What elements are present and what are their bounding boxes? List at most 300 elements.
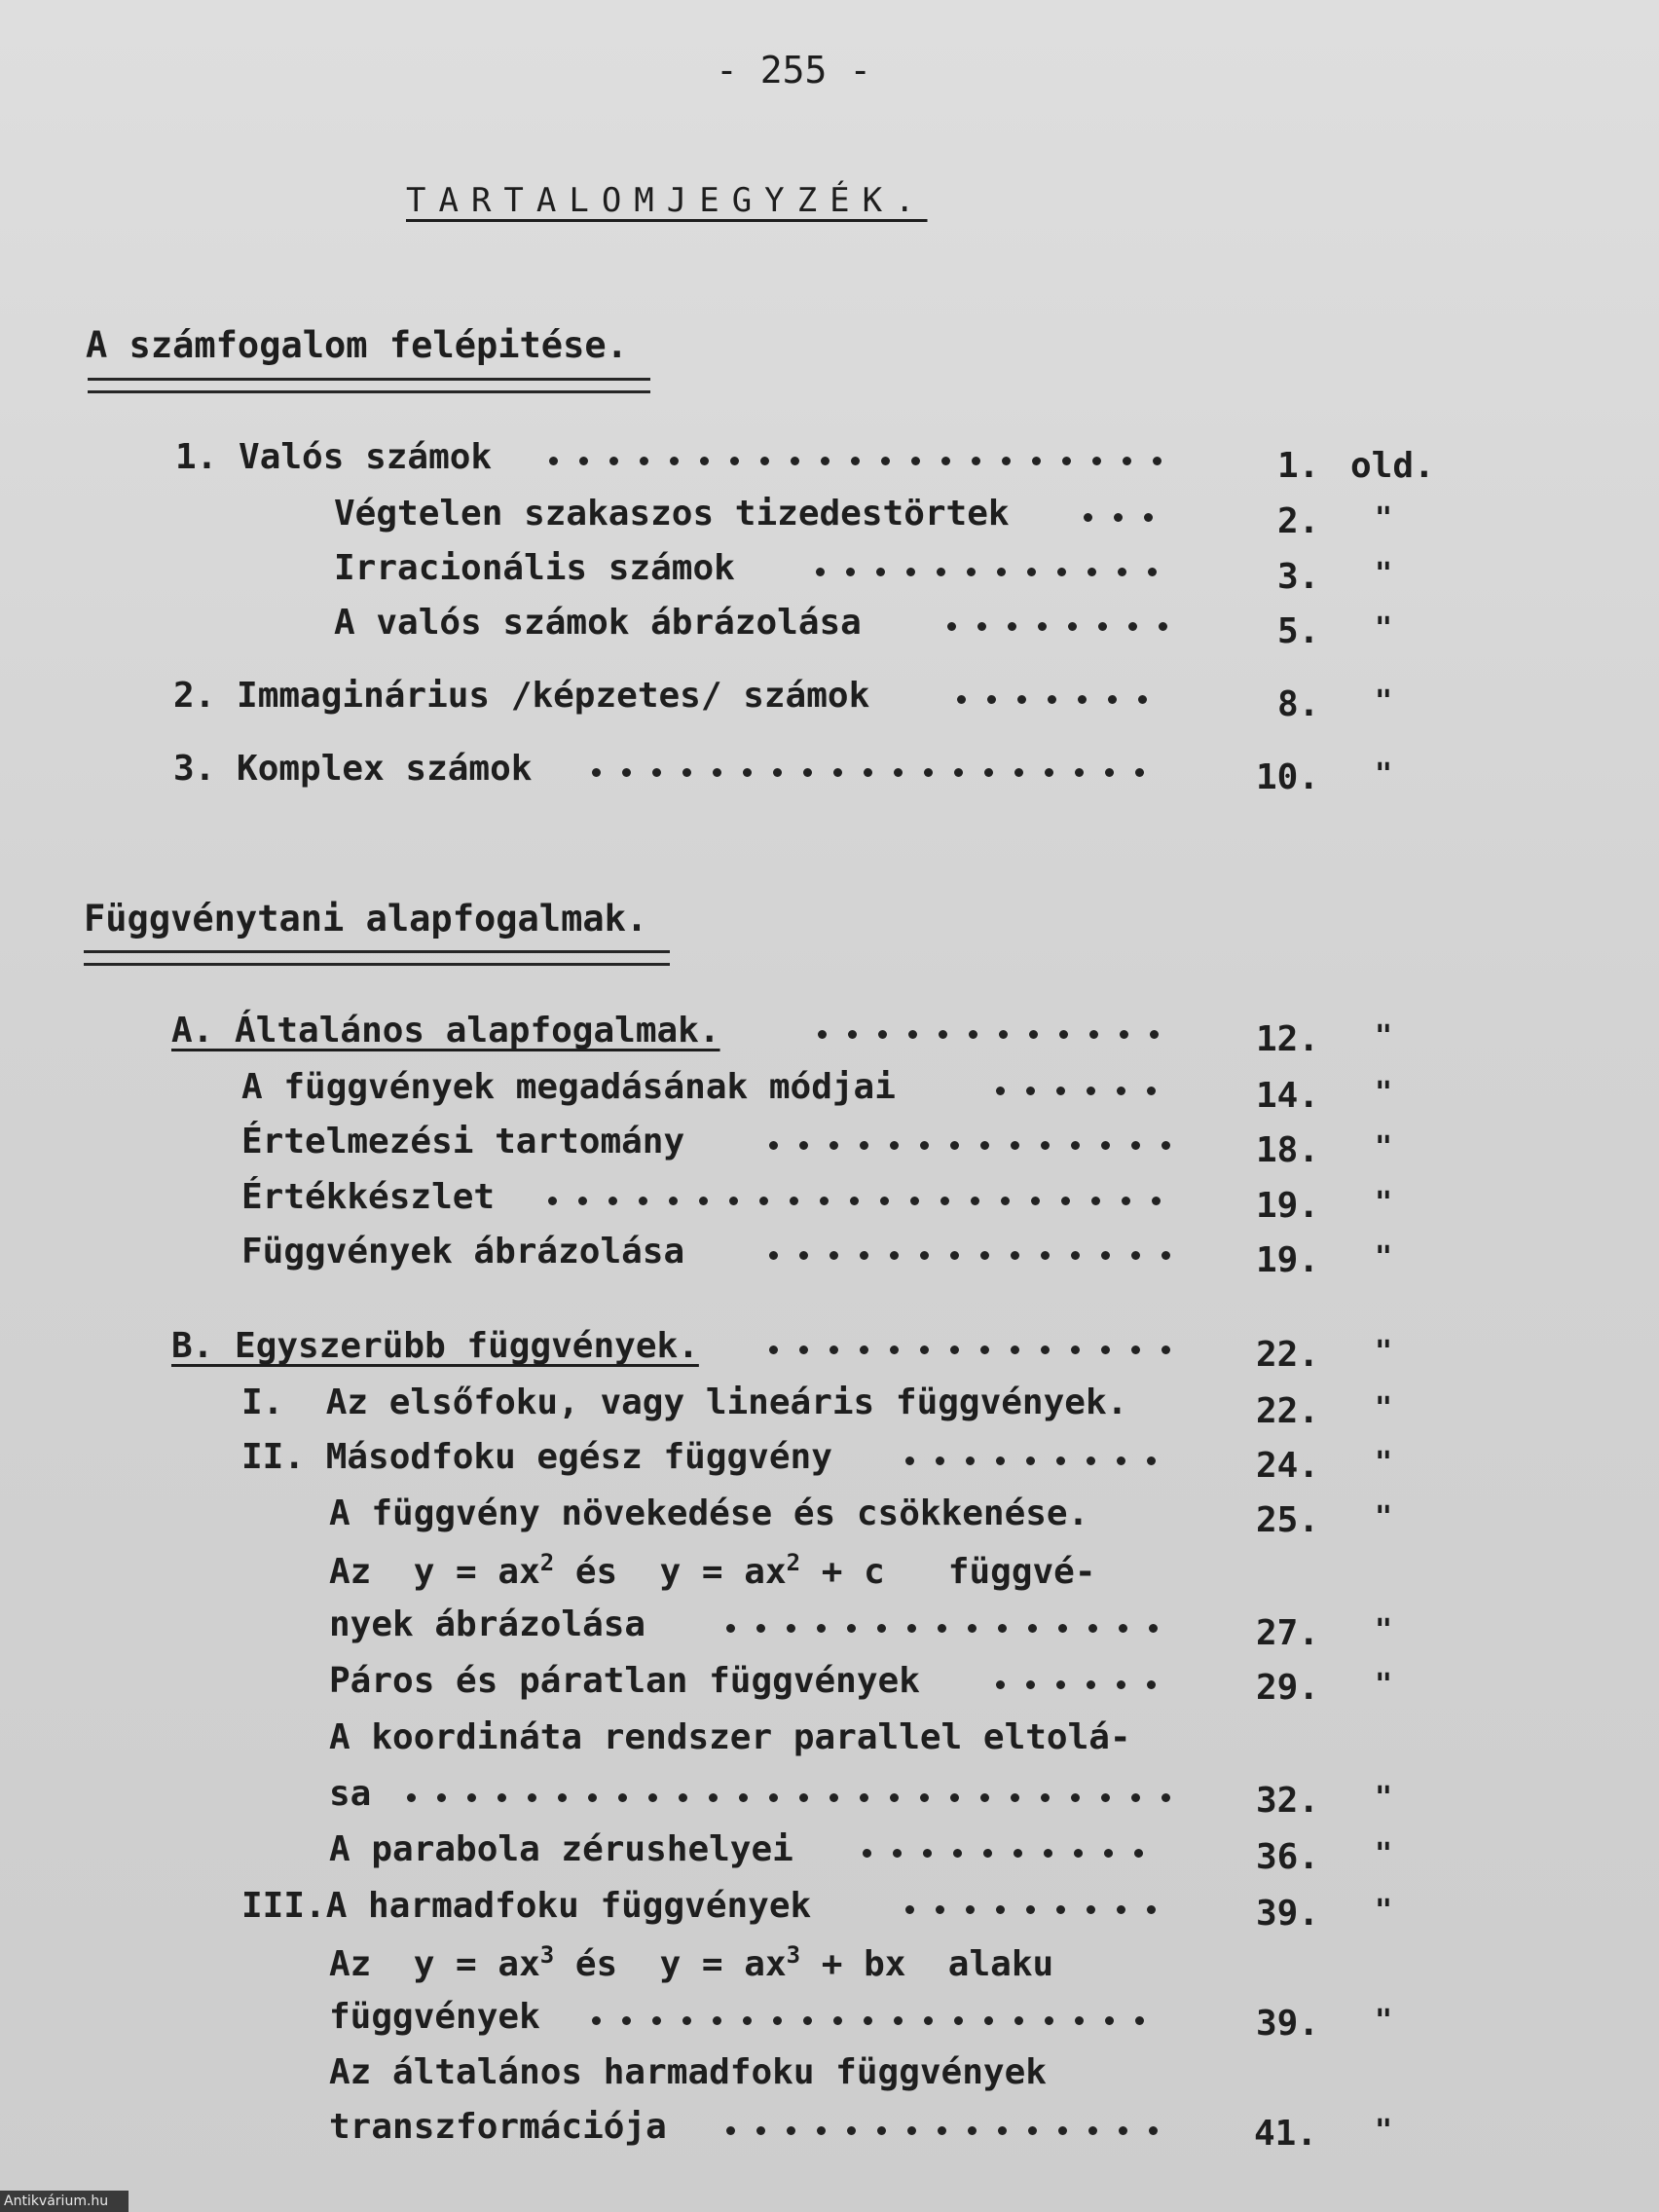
leader-dot [924,768,933,777]
leader-dot [670,457,679,465]
toc-entry-continuation: sa [329,1774,372,1814]
leader-dot [881,457,890,465]
leader-dot [1031,1197,1040,1205]
leader-dot [726,2126,735,2135]
leader-dot [592,2016,601,2025]
leader-dot [1123,457,1131,465]
leader-dot [1091,1197,1100,1205]
toc-page: 3. [1277,557,1320,597]
ditto-mark: " [1375,1186,1393,1220]
leader-dot [699,1197,708,1205]
leader-dot [894,2016,903,2025]
leader-dots [761,1249,1184,1263]
leader-dot [830,1251,838,1260]
leader-dot [878,1030,887,1039]
leader-dot [787,2126,795,2135]
leader-dot [730,457,739,465]
leader-dot [799,1793,808,1802]
leader-dot [1087,1680,1095,1689]
leader-dot [848,1030,857,1039]
leader-dot [830,1793,838,1802]
leader-dot [549,457,558,465]
leader-dot [983,1849,992,1858]
leader-dot [608,1197,617,1205]
leader-dot [1026,1456,1035,1465]
leader-dot [1071,1141,1080,1150]
leader-dot [972,457,980,465]
leader-dot [756,1624,765,1633]
leader-dot [1131,1141,1140,1150]
leader-dot [709,1793,718,1802]
leader-dot [1131,1346,1140,1354]
toc-entry-continuation: függvények [329,1997,540,2037]
leader-dot [1045,768,1053,777]
leader-dot [1056,1680,1065,1689]
leader-dot [890,1793,899,1802]
leader-dot [980,1793,989,1802]
ditto-mark: " [1375,1076,1393,1110]
leader-dot [1105,768,1114,777]
ditto-mark: " [1375,1446,1393,1480]
ditto-mark: " [1375,1130,1393,1164]
toc-entry-continuation: nyek ábrázolása [329,1604,646,1644]
leader-dot [1087,1905,1095,1914]
leader-dot [1147,1087,1156,1095]
leader-dot [790,1197,798,1205]
leader-dot [1048,695,1056,704]
leader-dot [1122,1197,1130,1205]
ditto-mark: " [1375,1894,1393,1928]
leader-dot [1011,1346,1019,1354]
leader-dot [911,457,920,465]
toc-entry-formula: Az $y = ax^3$ és $y = ax^3$ + bx alaku [329,1941,1054,1984]
toc-entry: Páros és páratlan függvények [329,1661,920,1701]
leader-dot [1071,1793,1080,1802]
leader-dots [399,1791,1184,1805]
leader-dot [1120,1030,1128,1039]
leader-dot [1147,1680,1156,1689]
leader-dot [890,1251,899,1260]
leader-dot [1161,1793,1170,1802]
ditto-mark: " [1375,611,1393,645]
leader-dot [640,457,648,465]
leader-dots [719,1622,1184,1636]
leader-dot [1161,1346,1170,1354]
leader-dot [905,1905,914,1914]
leader-dot [1147,1905,1156,1914]
leader-dot [682,768,691,777]
leader-dot [920,1141,929,1150]
leader-dots [584,2014,1184,2028]
leader-dot [799,1251,808,1260]
leader-dot [579,457,588,465]
leader-dot [937,568,945,576]
toc-entry: A függvények megadásának módjai [241,1067,896,1107]
toc-page: 19. [1256,1240,1320,1280]
toc-entry: Értelmezési tartomány [241,1122,685,1161]
section-heading: A számfogalom felépitése. [86,324,628,366]
leader-dot [968,2126,977,2135]
leader-dot [1075,768,1084,777]
leader-dot [966,1456,975,1465]
leader-dot [648,1793,657,1802]
leader-dot [1027,568,1036,576]
section-heading: Függvénytani alapfogalmak. [84,898,648,940]
leader-dot [622,768,631,777]
leader-dot [558,1793,567,1802]
leader-dots [808,566,1184,579]
leader-dot [743,768,752,777]
ditto-mark: " [1375,1781,1393,1815]
leader-dot [905,1456,914,1465]
leader-dot [820,1197,829,1205]
leader-dot [1149,1624,1158,1633]
leader-dot [998,2126,1007,2135]
leader-dot [759,1197,768,1205]
leader-dot [773,2016,782,2025]
leader-dots [1076,511,1184,525]
leader-dot [1153,457,1161,465]
toc-page: 27. [1256,1613,1320,1653]
leader-dot [652,2016,661,2025]
leader-dot [799,1141,808,1150]
leader-dot [863,1849,871,1858]
leader-dot [1045,2016,1053,2025]
leader-dot [769,1793,778,1802]
leader-dot [1041,1141,1050,1150]
leader-dot [950,1346,959,1354]
leader-dot [953,1849,962,1858]
leader-dot [1117,1087,1125,1095]
leader-dot [954,2016,963,2025]
leader-dot [588,1793,597,1802]
leader-dot [1138,695,1147,704]
toc-page: 22. [1256,1335,1320,1375]
leader-dot [1147,1456,1156,1465]
leader-dot [791,457,799,465]
toc-page: 41. [1254,2114,1318,2154]
leader-dot [1101,1251,1110,1260]
leader-dot [548,1197,557,1205]
toc-page: 12. [1256,1019,1320,1059]
toc-page: 14. [1256,1076,1320,1116]
leader-dot [940,1197,949,1205]
leader-dot [1108,695,1117,704]
toc-page: 19. [1256,1186,1320,1226]
leader-dot [467,1793,476,1802]
leader-dot [850,1197,859,1205]
double-underline [84,950,670,966]
leader-dot [1119,1624,1127,1633]
toc-entry: III.A harmadfoku függvények [241,1886,812,1926]
toc-entry: Értékkészlet [241,1177,496,1217]
leader-dot [713,2016,721,2025]
toc-entry: Függvények ábrázolása [241,1232,685,1272]
toc-entry: 2. Immaginárius /képzetes/ számok [173,676,870,716]
leader-dot [969,1030,977,1039]
leader-dot [987,695,996,704]
leader-dot [910,1197,919,1205]
leader-dot [1117,1456,1125,1465]
leader-dot [592,768,601,777]
leader-dot [1014,768,1023,777]
subsection-heading: B. Egyszerübb függvények. [171,1326,699,1366]
leader-dot [830,1141,838,1150]
toc-page: 32. [1256,1781,1320,1821]
leader-dot [860,1346,868,1354]
leader-dot [939,1030,947,1039]
leader-dot [847,1624,856,1633]
ditto-mark: " [1375,501,1393,535]
leader-dot [821,457,830,465]
ditto-mark: " [1375,1668,1393,1702]
ditto-mark: " [1375,1613,1393,1647]
leader-dot [1134,1849,1143,1858]
leader-dot [639,1197,647,1205]
leader-dot [726,1624,735,1633]
toc-page: 29. [1256,1668,1320,1708]
toc-entry: A valós számok ábrázolása [334,603,862,643]
leader-dot [769,1141,778,1150]
leader-dot [817,1624,826,1633]
leader-dot [769,1251,778,1260]
leader-dot [1044,1849,1052,1858]
leader-dot [938,1624,946,1633]
leader-dot [1014,2016,1023,2025]
leader-dots [584,766,1184,780]
leader-dots [540,1195,1184,1208]
leader-dot [1068,622,1077,631]
double-underline [88,378,650,393]
leader-dot [1161,1141,1170,1150]
leader-dot [618,1793,627,1802]
leader-dot [864,768,872,777]
leader-dot [996,1680,1005,1689]
toc-entry: 1. Valós számok [175,437,493,477]
leader-dot [920,1251,929,1260]
toc-entry: A függvény növekedése és csökkenése. [329,1493,1089,1533]
toc-page: 5. [1277,611,1320,651]
leader-dot [890,1141,899,1150]
leader-dot [1152,1197,1161,1205]
toc-entry-continuation: transzformációja [329,2107,667,2147]
leader-dot [1028,2126,1037,2135]
subsection-heading: A. Általános alapfogalmak. [171,1011,720,1051]
ditto-mark: " [1375,1837,1393,1871]
leader-dot [669,1197,678,1205]
leader-dots [855,1847,1184,1861]
leader-dot [1088,568,1096,576]
leader-dot [760,457,769,465]
leader-dot [1117,1680,1125,1689]
leader-dot [1117,1905,1125,1914]
leader-dot [1011,1793,1019,1802]
leader-dot [1017,695,1026,704]
leader-dot [957,695,966,704]
leader-dot [1002,457,1011,465]
leader-dot [1150,1030,1159,1039]
toc-page: 18. [1256,1130,1320,1170]
leader-dot [947,622,956,631]
leader-dot [1057,568,1066,576]
leader-dot [999,1030,1008,1039]
leader-dot [1074,1849,1083,1858]
leader-dot [1131,1793,1140,1802]
leader-dot [756,2126,765,2135]
leader-dot [1032,457,1041,465]
leader-dot [1071,1251,1080,1260]
leader-dot [407,1793,416,1802]
leader-dot [977,622,986,631]
leader-dot [1148,568,1157,576]
leader-dot [729,1197,738,1205]
leader-dots [988,1085,1184,1098]
ditto-mark: " [1375,1335,1393,1369]
leader-dot [924,2016,933,2025]
leader-dot [1105,2016,1114,2025]
leader-dot [996,1087,1005,1095]
toc-entry: A parabola zérushelyei [329,1829,793,1869]
leader-dot [877,1624,886,1633]
ditto-mark: " [1375,557,1393,591]
leader-dot [1128,622,1137,631]
leader-dot [1088,1624,1097,1633]
leader-dot [1087,1087,1095,1095]
leader-dot [739,1793,748,1802]
leader-dot [876,568,885,576]
leader-dot [950,1793,959,1802]
leader-dot [773,768,782,777]
leader-dot [860,1793,868,1802]
leader-dot [769,1346,778,1354]
leader-dot [1101,1346,1110,1354]
leader-dot [936,1456,944,1465]
leader-dot [1001,1197,1010,1205]
leader-dot [1098,622,1107,631]
leader-dot [1008,622,1016,631]
leader-dots [541,455,1184,468]
leader-dot [890,1346,899,1354]
leader-dot [1089,1030,1098,1039]
leader-dot [1135,768,1144,777]
leader-dot [906,568,915,576]
leader-dot [980,1141,989,1150]
toc-page: 22. [1256,1391,1320,1431]
ditto-mark: " [1375,757,1393,792]
leader-dot [1028,1624,1037,1633]
leader-dot [799,1346,808,1354]
leader-dot [1104,1849,1113,1858]
toc-page: 36. [1256,1837,1320,1877]
leader-dot [1119,2126,1127,2135]
leader-dot [833,768,842,777]
toc-page: 25. [1256,1500,1320,1540]
leader-dot [498,1793,506,1802]
toc-entry: A koordináta rendszer parallel eltolá- [329,1717,1131,1757]
leader-dot [923,1849,932,1858]
ditto-mark: " [1375,684,1393,719]
leader-dots [719,2124,1184,2138]
ditto-mark: " [1375,1500,1393,1534]
leader-dot [1061,1197,1070,1205]
leader-dot [967,568,976,576]
leader-dot [860,1141,868,1150]
leader-dot [864,2016,872,2025]
leader-dot [818,1030,827,1039]
leader-dot [997,568,1006,576]
leader-dot [907,1624,916,1633]
leader-dot [816,568,825,576]
leader-dot [1118,568,1126,576]
toc-page: 10. [1256,757,1320,797]
leader-dot [682,2016,691,2025]
ditto-mark: " [1375,1240,1393,1274]
leader-dot [528,1793,536,1802]
leader-dot [1058,2126,1067,2135]
leader-dot [803,2016,812,2025]
leader-dot [847,2126,856,2135]
leader-dots [810,1028,1184,1042]
leader-dot [880,1197,889,1205]
toc-page: 1. [1277,446,1320,486]
ditto-mark: " [1375,1391,1393,1425]
leader-dot [1062,457,1071,465]
leader-dot [894,768,903,777]
leader-dot [877,2126,886,2135]
leader-dot [1159,622,1167,631]
ditto-mark: " [1375,2114,1393,2148]
leader-dot [1161,1251,1170,1260]
leader-dot [1087,1456,1095,1465]
leader-dot [1029,1030,1038,1039]
leader-dot [622,2016,631,2025]
toc-entry: II. Másodfoku egész függvény [241,1437,832,1477]
toc-page: 39. [1256,1894,1320,1934]
leader-dot [679,1793,687,1802]
leader-dot [652,768,661,777]
leader-dot [1131,1251,1140,1260]
toc-page: 8. [1277,684,1320,724]
leader-dots [898,1455,1184,1468]
leader-dot [1059,1030,1068,1039]
leader-dot [950,1251,959,1260]
toc-page: 39. [1256,2004,1320,2044]
leader-dot [920,1793,929,1802]
leader-dot [1014,1849,1022,1858]
page-title: TARTALOMJEGYZÉK. [406,181,928,220]
leader-dot [998,1624,1007,1633]
leader-dot [851,457,860,465]
leader-dots [898,1903,1184,1917]
leader-dot [980,1346,989,1354]
leader-dot [984,2016,993,2025]
leader-dot [787,1624,795,1633]
leader-dot [1026,1680,1035,1689]
leader-dots [949,693,1184,707]
ditto-mark: " [1375,2004,1393,2038]
toc-entry: I. Az elsőfoku, vagy lineáris függvények. [241,1382,1128,1422]
leader-dot [1011,1251,1019,1260]
leader-dot [700,457,709,465]
leader-dots [940,620,1184,634]
leader-dot [1026,1905,1035,1914]
leader-dot [971,1197,979,1205]
leader-dot [1114,513,1123,522]
leader-dot [1056,1456,1065,1465]
toc-entry: 3. Komplex számok [173,749,533,789]
toc-entry: Az általános harmadfoku függvények [329,2052,1047,2092]
leader-dot [941,457,950,465]
